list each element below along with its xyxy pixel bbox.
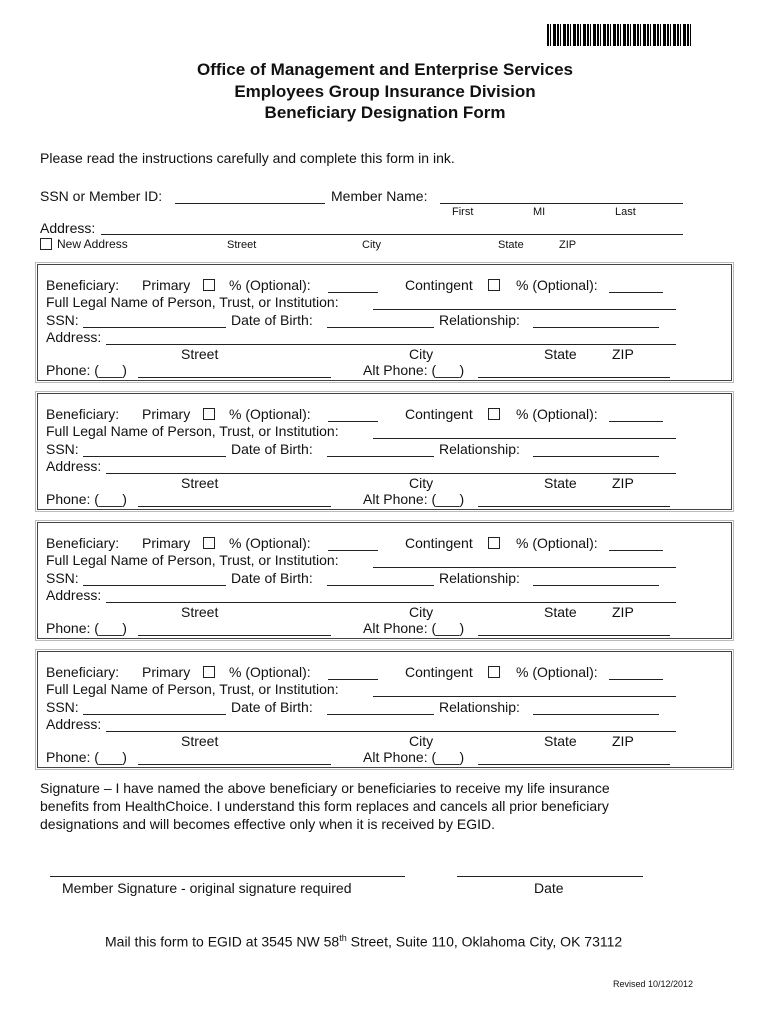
primary-label: Primary xyxy=(142,664,191,680)
member-address-label: Address: xyxy=(40,220,96,236)
full-name-input[interactable] xyxy=(373,309,676,310)
primary-percent-label: % (Optional): xyxy=(229,535,311,551)
phone-label: Phone: (___) xyxy=(46,620,127,636)
member-last-caption: Last xyxy=(615,206,636,218)
member-state-caption: State xyxy=(498,239,524,251)
beneficiary-label: Beneficiary: xyxy=(46,664,120,680)
relationship-input[interactable] xyxy=(533,327,659,328)
full-name-input[interactable] xyxy=(373,567,676,568)
city-caption: City xyxy=(409,346,434,362)
dob-label: Date of Birth: xyxy=(231,570,313,586)
contingent-checkbox[interactable] xyxy=(488,279,500,291)
contingent-percent-input[interactable] xyxy=(609,421,663,422)
primary-checkbox[interactable] xyxy=(203,537,215,549)
page-title: Beneficiary Designation Form xyxy=(264,103,506,122)
primary-percent-input[interactable] xyxy=(328,679,378,680)
ssn-input[interactable] xyxy=(83,327,226,328)
phone-input[interactable] xyxy=(138,764,331,765)
address-label: Address: xyxy=(46,716,102,732)
ssn-label: SSN: xyxy=(46,699,79,715)
alt-phone-label: Alt Phone: (___) xyxy=(363,491,465,507)
address-label: Address: xyxy=(46,587,102,603)
phone-label: Phone: (___) xyxy=(46,362,127,378)
member-signature-input[interactable] xyxy=(50,876,405,877)
contingent-checkbox[interactable] xyxy=(488,408,500,420)
member-ssn-label: SSN or Member ID: xyxy=(40,188,163,204)
ssn-input[interactable] xyxy=(83,714,226,715)
primary-percent-input[interactable] xyxy=(328,421,378,422)
new-address-label: New Address xyxy=(57,237,128,251)
beneficiary-label: Beneficiary: xyxy=(46,535,120,551)
dob-input[interactable] xyxy=(327,456,434,457)
full-name-label: Full Legal Name of Person, Trust, or Institution: xyxy=(46,552,339,568)
city-caption: City xyxy=(409,604,434,620)
beneficiary-section-2 xyxy=(37,393,732,510)
state-caption: State xyxy=(544,604,577,620)
ssn-label: SSN: xyxy=(46,312,79,328)
primary-label: Primary xyxy=(142,406,191,422)
beneficiary-label: Beneficiary: xyxy=(46,406,120,422)
barcode xyxy=(547,24,691,46)
primary-percent-label: % (Optional): xyxy=(229,406,311,422)
beneficiary-section-3 xyxy=(37,522,732,639)
full-name-label: Full Legal Name of Person, Trust, or Institution: xyxy=(46,294,339,310)
alt-phone-input[interactable] xyxy=(478,635,670,636)
street-caption: Street xyxy=(181,733,219,749)
street-caption: Street xyxy=(181,475,219,491)
full-name-input[interactable] xyxy=(373,438,676,439)
state-caption: State xyxy=(544,346,577,362)
state-caption: State xyxy=(544,733,577,749)
revision-date: Revised 10/12/2012 xyxy=(613,979,694,989)
relationship-input[interactable] xyxy=(533,456,659,457)
contingent-label: Contingent xyxy=(405,277,473,293)
city-caption: City xyxy=(409,733,434,749)
primary-percent-label: % (Optional): xyxy=(229,277,311,293)
member-zip-caption: ZIP xyxy=(559,239,577,251)
relationship-label: Relationship: xyxy=(439,699,520,715)
primary-label: Primary xyxy=(142,535,191,551)
contingent-percent-label: % (Optional): xyxy=(516,664,598,680)
relationship-input[interactable] xyxy=(533,714,659,715)
signature-date-label: Date xyxy=(534,880,564,896)
relationship-label: Relationship: xyxy=(439,570,520,586)
new-address-checkbox[interactable] xyxy=(40,238,52,250)
member-name-input[interactable] xyxy=(440,203,683,204)
contingent-percent-label: % (Optional): xyxy=(516,535,598,551)
contingent-percent-input[interactable] xyxy=(609,550,663,551)
address-input[interactable] xyxy=(106,473,676,474)
beneficiary-label: Beneficiary: xyxy=(46,277,120,293)
contingent-checkbox[interactable] xyxy=(488,537,500,549)
member-ssn-input[interactable] xyxy=(175,203,325,204)
contingent-percent-label: % (Optional): xyxy=(516,406,598,422)
dob-input[interactable] xyxy=(327,585,434,586)
street-caption: Street xyxy=(181,346,219,362)
full-name-label: Full Legal Name of Person, Trust, or Institution: xyxy=(46,681,339,697)
member-name-label: Member Name: xyxy=(331,188,428,204)
header-line-1: Office of Management and Enterprise Services xyxy=(196,60,573,79)
ssn-input[interactable] xyxy=(83,585,226,586)
ssn-input[interactable] xyxy=(83,456,226,457)
ssn-label: SSN: xyxy=(46,441,79,457)
dob-label: Date of Birth: xyxy=(231,699,313,715)
alt-phone-input[interactable] xyxy=(478,506,670,507)
signature-statement-line-2: benefits from HealthChoice. I understand this form replaces and cancels all prior beneficiary xyxy=(40,798,609,814)
member-first-caption: First xyxy=(452,206,474,218)
signature-statement-line-1: Signature – I have named the above beneficiary or beneficiaries to receive my life insurance xyxy=(40,780,610,796)
primary-checkbox[interactable] xyxy=(203,408,215,420)
phone-input[interactable] xyxy=(138,506,331,507)
signature-statement-line-3: designations and will becomes effective only when it is received by EGID. xyxy=(40,816,495,832)
address-input[interactable] xyxy=(106,602,676,603)
primary-percent-label: % (Optional): xyxy=(229,664,311,680)
beneficiary-section-4 xyxy=(37,651,732,768)
address-label: Address: xyxy=(46,329,102,345)
zip-caption: ZIP xyxy=(612,604,634,620)
city-caption: City xyxy=(409,475,434,491)
phone-label: Phone: (___) xyxy=(46,491,127,507)
dob-input[interactable] xyxy=(327,714,434,715)
member-city-caption: City xyxy=(362,239,381,251)
contingent-checkbox[interactable] xyxy=(488,666,500,678)
contingent-label: Contingent xyxy=(405,535,473,551)
dob-label: Date of Birth: xyxy=(231,312,313,328)
dob-input[interactable] xyxy=(327,327,434,328)
ssn-label: SSN: xyxy=(46,570,79,586)
header-line-2: Employees Group Insurance Division xyxy=(234,82,536,101)
alt-phone-label: Alt Phone: (___) xyxy=(363,749,465,765)
state-caption: State xyxy=(544,475,577,491)
phone-input[interactable] xyxy=(138,377,331,378)
beneficiary-section-1 xyxy=(37,264,732,381)
alt-phone-label: Alt Phone: (___) xyxy=(363,620,465,636)
contingent-percent-label: % (Optional): xyxy=(516,277,598,293)
primary-label: Primary xyxy=(142,277,191,293)
street-caption: Street xyxy=(181,604,219,620)
contingent-percent-input[interactable] xyxy=(609,292,663,293)
address-input[interactable] xyxy=(106,344,676,345)
relationship-input[interactable] xyxy=(533,585,659,586)
member-mi-caption: MI xyxy=(533,206,546,218)
instructions: Please read the instructions carefully and complete this form in ink. xyxy=(40,150,455,166)
phone-input[interactable] xyxy=(138,635,331,636)
full-name-label: Full Legal Name of Person, Trust, or Institution: xyxy=(46,423,339,439)
member-street-caption: Street xyxy=(227,239,257,251)
contingent-label: Contingent xyxy=(405,664,473,680)
dob-label: Date of Birth: xyxy=(231,441,313,457)
full-name-input[interactable] xyxy=(373,696,676,697)
address-input[interactable] xyxy=(106,731,676,732)
primary-checkbox[interactable] xyxy=(203,279,215,291)
primary-percent-input[interactable] xyxy=(328,550,378,551)
zip-caption: ZIP xyxy=(612,475,634,491)
zip-caption: ZIP xyxy=(612,733,634,749)
contingent-percent-input[interactable] xyxy=(609,679,663,680)
member-signature-label: Member Signature - original signature required xyxy=(62,880,352,896)
alt-phone-input[interactable] xyxy=(478,764,670,765)
relationship-label: Relationship: xyxy=(439,312,520,328)
address-label: Address: xyxy=(46,458,102,474)
primary-percent-input[interactable] xyxy=(328,292,378,293)
alt-phone-label: Alt Phone: (___) xyxy=(363,362,465,378)
relationship-label: Relationship: xyxy=(439,441,520,457)
mailing-instructions: Mail this form to EGID at 3545 NW 58th Street, Suite 110, Oklahoma City, OK 73112 xyxy=(105,933,623,950)
alt-phone-input[interactable] xyxy=(478,377,670,378)
member-address-input[interactable] xyxy=(101,234,683,235)
zip-caption: ZIP xyxy=(612,346,634,362)
signature-date-input[interactable] xyxy=(457,876,643,877)
contingent-label: Contingent xyxy=(405,406,473,422)
phone-label: Phone: (___) xyxy=(46,749,127,765)
primary-checkbox[interactable] xyxy=(203,666,215,678)
